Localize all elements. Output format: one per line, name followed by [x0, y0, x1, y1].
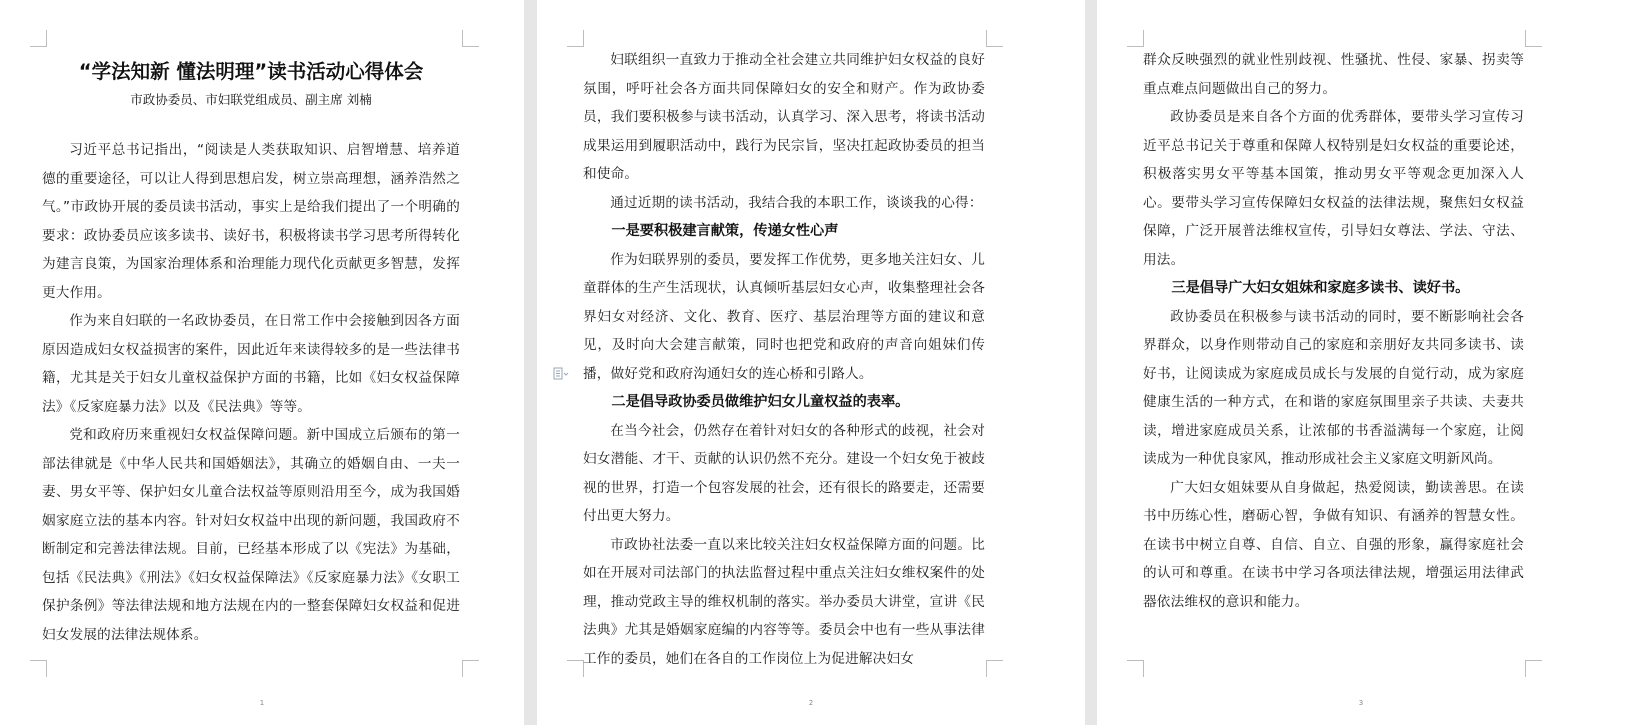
- paragraph[interactable]: 政协委员在积极参与读书活动的同时，要不断影响社会各界群众，以身作则带动自己的家庭和亲朋好友共同多读书、读好书，让阅读成为家庭成员成长与发展的自觉行动，成为家庭健康生活的一种方式，在和谐的家庭氛围里亲子共读、夫妻共读，增进家庭成员关系，让浓郁的书香溢满每一个家庭，让阅读成为一种优良家风，推动形成社会主义家庭文明新风尚。: [1143, 308, 1524, 467]
- page-1-body: [42, 58, 460, 649]
- margin-corner-mark: [1127, 660, 1144, 677]
- margin-corner-mark: [986, 660, 1003, 677]
- margin-corner-mark: [462, 30, 479, 47]
- paragraph[interactable]: 市政协社法委一直以来比较关注妇女权益保障方面的问题。比如在开展对司法部门的执法监督过程中重点关注妇女维权案件的处理，推动党政主导的维权机制的落实。举办委员大讲堂，宣讲《民法典》尤其是婚姻家庭编的内容等等。委员会中也有一些从事法律工作的委员，她们在各自的工作岗位上为促进解决妇女: [583, 536, 985, 667]
- margin-corner-mark: [1525, 30, 1542, 47]
- paragraph[interactable]: 作为妇联界别的委员，要发挥工作优势，更多地关注妇女、儿童群体的生产生活现状，认真倾听基层妇女心声，收集整理社会各界妇女对经济、文化、教育、医疗、基层治理等方面的建议和意见，及时向大会建言献策，同时也把党和政府的声音向姐妹们传播，做好党和政府沟通妇女的连心桥和引路人。: [583, 251, 985, 382]
- margin-corner-mark: [986, 30, 1003, 47]
- page-number: 3: [1358, 699, 1364, 707]
- paragraph[interactable]: 政协委员是来自各个方面的优秀群体，要带头学习宣传习近平总书记关于尊重和保障人权特别是妇女权益的重要论述，积极落实男女平等基本国策，推动男女平等观念更加深入人心。要带头学习宣传保障妇女权益的法律法规，聚焦妇女权益保障，广泛开展普法维权宣传，引导妇女尊法、学法、守法、用法。: [1143, 109, 1524, 268]
- page-number: 2: [808, 699, 814, 707]
- page-number: 1: [259, 699, 265, 707]
- paragraph[interactable]: 作为来自妇联的一名政协委员，在日常工作中会接触到因各方面原因造成妇女权益损害的案件，因此近年来读得较多的是一些法律书籍，尤其是关于妇女儿童权益保护方面的书籍，比如《妇女权益保障法》《反家庭暴力法》以及《民法典》等等。: [42, 313, 460, 415]
- document-page-2: [537, 0, 1085, 725]
- paragraph[interactable]: 在当今社会，仍然存在着针对妇女的各种形式的歧视，社会对妇女潜能、才干、贡献的认识仍然不充分。建设一个妇女免于被歧视的世界，打造一个包容发展的社会，还有很长的路要走，还需要付出更大努力。: [583, 422, 985, 524]
- paragraph[interactable]: 习近平总书记指出，“阅读是人类获取知识、启智增慧、培养道德的重要途径，可以让人得到思想启发，树立崇高理想，涵养浩然之气。”市政协开展的委员读书活动，事实上是给我们提出了一个明确的要求：政协委员应该多读书、读好书，积极将读书学习思考所得转化为建言良策，为国家治理体系和治理能力现代化贡献更多智慧，发挥更大作用。: [42, 142, 460, 301]
- paragraph[interactable]: 通过近期的读书活动，我结合我的本职工作，谈谈我的心得：: [610, 194, 983, 211]
- paragraph[interactable]: 党和政府历来重视妇女权益保障问题。新中国成立后颁布的第一部法律就是《中华人民共和国婚姻法》，其确立的婚姻自由、一夫一妻、男女平等、保护妇女儿童合法权益等原则沿用至今，成为我国婚姻家庭立法的基本内容。针对妇女权益中出现的新问题，我国政府不断制定和完善法律法规。目前，已经基本形成了以《宪法》为基础，包括《民法典》《刑法》《妇女权益保障法》《反家庭暴力法》《女职工保护条例》等法律法规和地方法规在内的一整套保障妇女权益和促进妇女发展的法律法规体系。: [42, 427, 460, 643]
- margin-corner-mark: [567, 660, 584, 677]
- margin-corner-mark: [30, 660, 47, 677]
- margin-corner-mark: [462, 660, 479, 677]
- document-icon[interactable]: [553, 367, 567, 381]
- margin-corner-mark: [30, 30, 47, 47]
- page-2-body: [583, 46, 985, 673]
- paragraph[interactable]: 群众反映强烈的就业性别歧视、性骚扰、性侵、家暴、拐卖等重点难点问题做出自己的努力。: [1143, 52, 1524, 97]
- paragraph[interactable]: 广大妇女姐妹要从自身做起，热爱阅读，勤读善思。在读书中历练心性，磨砺心智，争做有知识、有涵养的智慧女性。在读书中树立自尊、自信、自立、自强的形象，赢得家庭社会的认可和尊重。在读书中学习各项法律法规，增强运用法律武器依法维权的意识和能力。: [1143, 479, 1524, 610]
- document-author[interactable]: 市政协委员、市妇联党组成员、副主席 刘楠: [130, 92, 372, 107]
- margin-corner-mark: [1525, 660, 1542, 677]
- page-3-body: [1143, 46, 1524, 616]
- document-title[interactable]: “学法知新 懂法明理”读书活动心得体会: [78, 60, 424, 83]
- section-heading[interactable]: 一是要积极建言献策，传递女性心声: [611, 223, 839, 239]
- section-heading[interactable]: 三是倡导广大妇女姐妹和家庭多读书、读好书。: [1171, 280, 1470, 296]
- paragraph[interactable]: 妇联组织一直致力于推动全社会建立共同维护妇女权益的良好氛围，呼吁社会各方面共同保障妇女的安全和财产。作为政协委员，我们要积极参与读书活动，认真学习、深入思考，将读书活动成果运用到履职活动中，践行为民宗旨，坚决扛起政协委员的担当和使命。: [583, 52, 985, 182]
- document-page-3: [1097, 0, 1625, 725]
- margin-corner-mark: [1127, 30, 1144, 47]
- section-heading[interactable]: 二是倡导政协委员做维护妇女儿童权益的表率。: [611, 394, 910, 410]
- margin-corner-mark: [567, 30, 584, 47]
- document-page-1: [0, 0, 524, 725]
